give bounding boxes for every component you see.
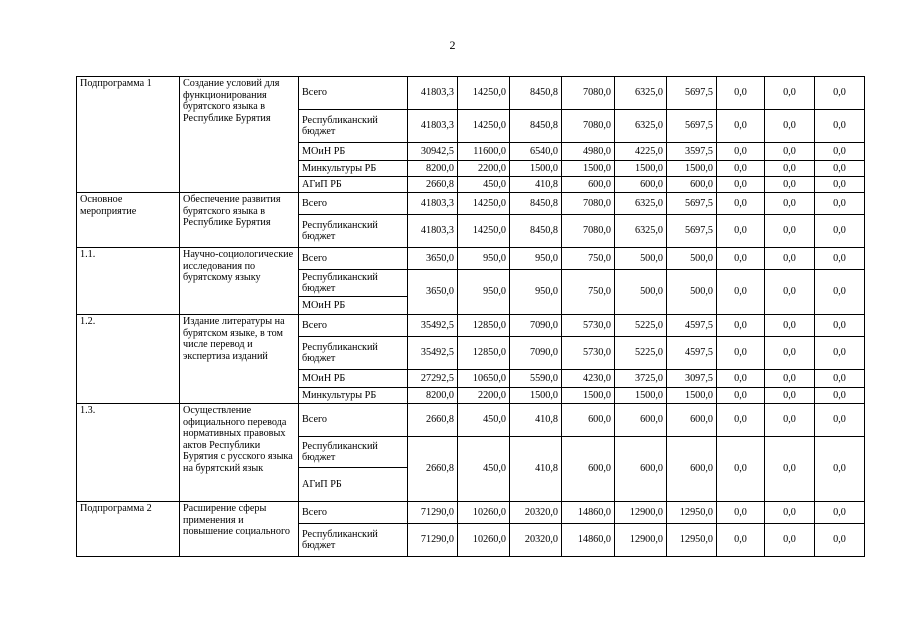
funding-source: Всего (299, 248, 408, 270)
amount-cell: 600,0 (562, 177, 615, 193)
amount-cell: 0,0 (717, 77, 765, 110)
amount-cell: 14250,0 (458, 193, 510, 215)
amount-cell: 600,0 (615, 177, 667, 193)
amount-cell: 3650,0 (408, 248, 458, 270)
amount-cell: 0,0 (717, 315, 765, 337)
amount-cell: 600,0 (667, 404, 717, 437)
amount-cell: 0,0 (717, 502, 765, 524)
amount-cell: 0,0 (765, 437, 815, 502)
amount-cell: 41803,3 (408, 77, 458, 110)
amount-cell: 7090,0 (510, 337, 562, 370)
amount-cell: 7080,0 (562, 193, 615, 215)
amount-cell: 14250,0 (458, 215, 510, 248)
funding-source: МОиН РБ (299, 143, 408, 161)
amount-cell: 0,0 (815, 177, 865, 193)
amount-cell: 500,0 (615, 248, 667, 270)
table-row (77, 248, 865, 270)
amount-cell: 41803,3 (408, 110, 458, 143)
amount-cell: 1500,0 (667, 388, 717, 404)
funding-source: Всего (299, 502, 408, 524)
amount-cell: 5697,5 (667, 110, 717, 143)
amount-cell: 10650,0 (458, 370, 510, 388)
amount-cell: 35492,5 (408, 315, 458, 337)
amount-cell: 600,0 (562, 404, 615, 437)
amount-cell: 12900,0 (615, 524, 667, 557)
amount-cell: 8200,0 (408, 388, 458, 404)
amount-cell: 0,0 (717, 437, 765, 502)
amount-cell: 6325,0 (615, 77, 667, 110)
amount-cell: 600,0 (562, 437, 615, 502)
amount-cell: 8200,0 (408, 161, 458, 177)
amount-cell: 0,0 (765, 388, 815, 404)
amount-cell: 450,0 (458, 437, 510, 502)
amount-cell: 8450,8 (510, 110, 562, 143)
amount-cell: 14860,0 (562, 502, 615, 524)
amount-cell: 41803,3 (408, 193, 458, 215)
amount-cell: 0,0 (815, 248, 865, 270)
amount-cell: 950,0 (458, 248, 510, 270)
amount-cell: 4597,5 (667, 337, 717, 370)
action-cell: Обеспечение развития бурятского языка в Республике Бурятия (180, 193, 299, 248)
page-number: 2 (449, 38, 456, 52)
amount-cell: 450,0 (458, 404, 510, 437)
funding-source: Всего (299, 315, 408, 337)
amount-cell: 0,0 (765, 370, 815, 388)
amount-cell: 0,0 (815, 270, 865, 315)
amount-cell: 950,0 (458, 270, 510, 315)
program-cell: 1.2. (77, 315, 180, 404)
funding-source: Республиканский бюджет (299, 524, 408, 557)
amount-cell: 600,0 (667, 437, 717, 502)
amount-cell: 0,0 (765, 524, 815, 557)
amount-cell: 950,0 (510, 248, 562, 270)
action-cell: Издание литературы на бурятском языке, в том числе перевод и экспертиза изданий (180, 315, 299, 404)
amount-cell: 0,0 (765, 404, 815, 437)
amount-cell: 8450,8 (510, 77, 562, 110)
amount-cell: 3097,5 (667, 370, 717, 388)
amount-cell: 0,0 (765, 315, 815, 337)
table-row (77, 502, 865, 524)
amount-cell: 0,0 (717, 524, 765, 557)
amount-cell: 11600,0 (458, 143, 510, 161)
amount-cell: 0,0 (815, 193, 865, 215)
amount-cell: 12950,0 (667, 502, 717, 524)
amount-cell: 6325,0 (615, 110, 667, 143)
amount-cell: 12900,0 (615, 502, 667, 524)
amount-cell: 2660,8 (408, 437, 458, 502)
amount-cell: 0,0 (765, 143, 815, 161)
amount-cell: 950,0 (510, 270, 562, 315)
action-cell: Создание условий для функционирования бурятского языка в Республике Бурятия (180, 77, 299, 193)
amount-cell: 0,0 (765, 270, 815, 315)
amount-cell: 12850,0 (458, 315, 510, 337)
amount-cell: 0,0 (717, 388, 765, 404)
funding-source: АГиП РБ (299, 177, 408, 193)
amount-cell: 0,0 (815, 370, 865, 388)
amount-cell: 0,0 (815, 161, 865, 177)
amount-cell: 0,0 (765, 502, 815, 524)
amount-cell: 12950,0 (667, 524, 717, 557)
amount-cell: 0,0 (765, 161, 815, 177)
amount-cell: 0,0 (765, 215, 815, 248)
table-row (77, 77, 865, 110)
amount-cell: 0,0 (815, 110, 865, 143)
amount-cell: 500,0 (667, 270, 717, 315)
funding-source: Всего (299, 404, 408, 437)
amount-cell: 410,8 (510, 404, 562, 437)
amount-cell: 1500,0 (562, 161, 615, 177)
amount-cell: 600,0 (615, 404, 667, 437)
amount-cell: 750,0 (562, 270, 615, 315)
amount-cell: 20320,0 (510, 524, 562, 557)
funding-source: МОиН РБ (299, 370, 408, 388)
amount-cell: 5697,5 (667, 215, 717, 248)
amount-cell: 0,0 (717, 248, 765, 270)
amount-cell: 600,0 (667, 177, 717, 193)
amount-cell: 0,0 (815, 437, 865, 502)
amount-cell: 4597,5 (667, 315, 717, 337)
amount-cell: 1500,0 (510, 388, 562, 404)
amount-cell: 0,0 (815, 77, 865, 110)
amount-cell: 1500,0 (615, 388, 667, 404)
program-cell: Основное мероприятие (77, 193, 180, 248)
amount-cell: 410,8 (510, 177, 562, 193)
amount-cell: 3597,5 (667, 143, 717, 161)
amount-cell: 410,8 (510, 437, 562, 502)
amount-cell: 0,0 (815, 143, 865, 161)
amount-cell: 10260,0 (458, 502, 510, 524)
table-row (77, 193, 865, 215)
amount-cell: 0,0 (717, 110, 765, 143)
amount-cell: 27292,5 (408, 370, 458, 388)
funding-source: Всего (299, 193, 408, 215)
program-cell: 1.1. (77, 248, 180, 315)
amount-cell: 2200,0 (458, 388, 510, 404)
amount-cell: 35492,5 (408, 337, 458, 370)
amount-cell: 14250,0 (458, 77, 510, 110)
program-cell: Подпрограмма 2 (77, 502, 180, 557)
budget-table (76, 76, 865, 557)
amount-cell: 0,0 (717, 193, 765, 215)
amount-cell: 2660,8 (408, 404, 458, 437)
program-cell: 1.3. (77, 404, 180, 502)
amount-cell: 6325,0 (615, 193, 667, 215)
amount-cell: 4225,0 (615, 143, 667, 161)
amount-cell: 0,0 (717, 370, 765, 388)
amount-cell: 0,0 (765, 110, 815, 143)
funding-source: Минкультуры РБ (299, 388, 408, 404)
table-row (77, 404, 865, 437)
amount-cell: 0,0 (717, 143, 765, 161)
amount-cell: 0,0 (717, 215, 765, 248)
amount-cell: 0,0 (717, 161, 765, 177)
program-cell: Подпрограмма 1 (77, 77, 180, 193)
amount-cell: 7080,0 (562, 110, 615, 143)
amount-cell: 8450,8 (510, 193, 562, 215)
funding-source: Республиканский бюджет (299, 270, 408, 297)
amount-cell: 71290,0 (408, 524, 458, 557)
funding-source: АГиП РБ (299, 468, 408, 502)
amount-cell: 8450,8 (510, 215, 562, 248)
amount-cell: 6540,0 (510, 143, 562, 161)
amount-cell: 0,0 (717, 270, 765, 315)
amount-cell: 0,0 (717, 177, 765, 193)
amount-cell: 5730,0 (562, 337, 615, 370)
amount-cell: 14250,0 (458, 110, 510, 143)
amount-cell: 0,0 (815, 388, 865, 404)
funding-source: Республиканский бюджет (299, 215, 408, 248)
action-cell: Расширение сферы применения и повышение социального (180, 502, 299, 557)
amount-cell: 14860,0 (562, 524, 615, 557)
amount-cell: 7080,0 (562, 77, 615, 110)
amount-cell: 4230,0 (562, 370, 615, 388)
action-cell: Осуществление официального перевода нормативных правовых актов Республики Бурятия с русского языка на бурятский язык (180, 404, 299, 502)
amount-cell: 0,0 (765, 248, 815, 270)
amount-cell: 20320,0 (510, 502, 562, 524)
amount-cell: 6325,0 (615, 215, 667, 248)
amount-cell: 5590,0 (510, 370, 562, 388)
amount-cell: 450,0 (458, 177, 510, 193)
amount-cell: 2660,8 (408, 177, 458, 193)
funding-source: Всего (299, 77, 408, 110)
funding-source: Минкультуры РБ (299, 161, 408, 177)
amount-cell: 1500,0 (615, 161, 667, 177)
amount-cell: 1500,0 (667, 161, 717, 177)
amount-cell: 5225,0 (615, 337, 667, 370)
amount-cell: 500,0 (615, 270, 667, 315)
amount-cell: 5697,5 (667, 77, 717, 110)
amount-cell: 71290,0 (408, 502, 458, 524)
amount-cell: 0,0 (815, 215, 865, 248)
amount-cell: 5697,5 (667, 193, 717, 215)
funding-source: МОиН РБ (299, 297, 408, 315)
amount-cell: 0,0 (765, 337, 815, 370)
amount-cell: 4980,0 (562, 143, 615, 161)
amount-cell: 1500,0 (562, 388, 615, 404)
amount-cell: 0,0 (717, 337, 765, 370)
amount-cell: 10260,0 (458, 524, 510, 557)
amount-cell: 0,0 (815, 337, 865, 370)
amount-cell: 0,0 (765, 193, 815, 215)
amount-cell: 3650,0 (408, 270, 458, 315)
amount-cell: 5225,0 (615, 315, 667, 337)
amount-cell: 2200,0 (458, 161, 510, 177)
amount-cell: 0,0 (765, 177, 815, 193)
funding-source: Республиканский бюджет (299, 337, 408, 370)
amount-cell: 0,0 (815, 404, 865, 437)
amount-cell: 600,0 (615, 437, 667, 502)
amount-cell: 3725,0 (615, 370, 667, 388)
amount-cell: 7090,0 (510, 315, 562, 337)
table-row (77, 315, 865, 337)
amount-cell: 5730,0 (562, 315, 615, 337)
funding-source: Республиканский бюджет (299, 110, 408, 143)
amount-cell: 0,0 (765, 77, 815, 110)
amount-cell: 0,0 (717, 404, 765, 437)
funding-source: Республиканский бюджет (299, 437, 408, 468)
amount-cell: 1500,0 (510, 161, 562, 177)
amount-cell: 41803,3 (408, 215, 458, 248)
amount-cell: 750,0 (562, 248, 615, 270)
amount-cell: 12850,0 (458, 337, 510, 370)
amount-cell: 0,0 (815, 315, 865, 337)
amount-cell: 7080,0 (562, 215, 615, 248)
amount-cell: 0,0 (815, 524, 865, 557)
amount-cell: 500,0 (667, 248, 717, 270)
action-cell: Научно-социологические исследования по бурятскому языку (180, 248, 299, 315)
amount-cell: 30942,5 (408, 143, 458, 161)
amount-cell: 0,0 (815, 502, 865, 524)
